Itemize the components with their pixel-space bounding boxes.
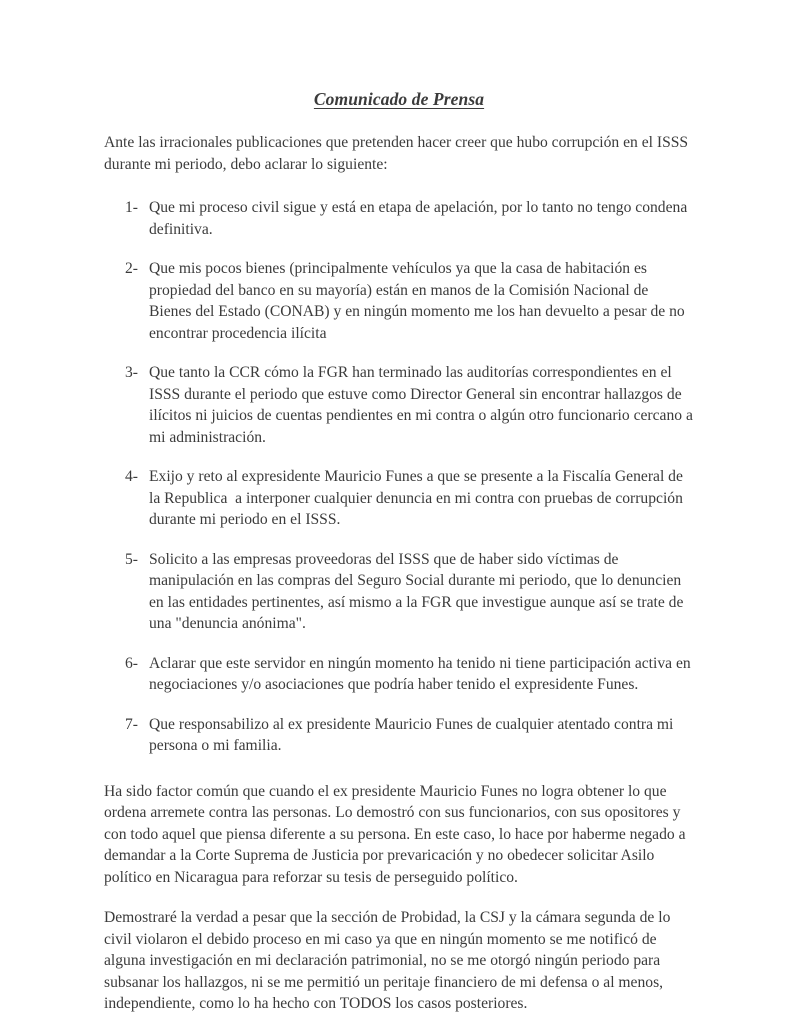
- list-item: [104, 197, 694, 240]
- closing-section: [104, 757, 694, 1015]
- list-item-marker: 2-: [125, 260, 138, 277]
- list-item-text: Que mis pocos bienes (principalmente vehículos ya que la casa de habitación es propiedad del banco en su mayoría) están en manos de la Comisión Nacional de Bienes del Estado (CONAB) y en ningún momento me los han devuelto a pesar de no encontrar procedencia ilícita: [149, 260, 689, 342]
- intro-paragraph: Ante las irracionales publicaciones que pretenden hacer creer que hubo corrupción en el ISSS durante mi periodo, debo aclarar lo siguiente:: [104, 134, 689, 173]
- list-item: [104, 258, 694, 344]
- list-item-text: Aclarar que este servidor en ningún momento ha tenido ni tiene participación activa en negociaciones y/o asociaciones que podría haber tenido el expresidente Funes.: [149, 654, 695, 693]
- claims-list: [104, 175, 697, 757]
- list-item-marker: 5-: [125, 550, 138, 568]
- list-item-text: Exijo y reto al expresidente Mauricio Funes a que se presente a la Fiscalía General de la Republica a interponer cualquier denuncia en mi contra con pruebas de corrupción durante mi periodo en el ISSS.: [149, 468, 687, 528]
- list-item: [104, 466, 694, 531]
- list-item-marker: 1-: [125, 199, 138, 216]
- list-item-marker: 6-: [125, 654, 138, 672]
- list-item: [104, 362, 697, 448]
- list-item-text: Que mi proceso civil sigue y está en etapa de apelación, por lo tanto no tengo condena definitiva.: [149, 199, 692, 238]
- list-item-text: Que responsabilizo al ex presidente Mauricio Funes de cualquier atentado contra mi persona o mi familia.: [149, 715, 678, 754]
- page-title: Comunicado de Prensa: [313, 89, 485, 109]
- closing-paragraph: Ha sido factor común que cuando el ex presidente Mauricio Funes no logra obtener lo que ordena arremete contra las personas. Lo demostró con sus funcionarios, con sus opositores y con todo aquel que piensa diferente a su persona. En este caso, lo hace por haberme negado a demandar a la Corte Suprema de Justicia por prevaricación y no obedecer solicitar Asilo político en Nicaragua para reforzar su tesis de perseguido político.: [104, 782, 686, 886]
- list-item: [104, 714, 694, 757]
- list-item-marker: 3-: [125, 364, 138, 381]
- list-item: [104, 549, 694, 635]
- list-item-text: Solicito a las empresas proveedoras del ISSS que de haber sido víctimas de manipulación en las compras del Seguro Social durante mi periodo, que lo denuncien en las entidades pertinentes, así mismo a la FGR que investigue aunque así se trate de una "denuncia anónima".: [149, 550, 688, 632]
- document-content: [104, 0, 697, 1015]
- list-item-marker: 7-: [125, 715, 138, 733]
- list-item: [104, 653, 694, 696]
- closing-paragraph: Demostraré la verdad a pesar que la sección de Probidad, la CSJ y la cámara segunda de lo civil violaron el debido proceso en mi caso ya que en ningún momento se me notificó de alguna investigación en mi declaración patrimonial, no se me otorgó ningún periodo para subsanar los hallazgos, ni se me permitió un peritaje financiero de mi defensa o al menos, independiente, como lo ha hecho con TODOS los casos posteriores.: [104, 909, 671, 1012]
- list-item-text: Que tanto la CCR cómo la FGR han terminado las auditorías correspondientes en el ISSS durante el periodo que estuve como Director General sin encontrar hallazgos de ilícitos ni juicios de cuentas pendientes en mi contra o algún otro funcionario cercano a mi administración.: [149, 364, 697, 446]
- list-item-marker: 4-: [125, 468, 138, 485]
